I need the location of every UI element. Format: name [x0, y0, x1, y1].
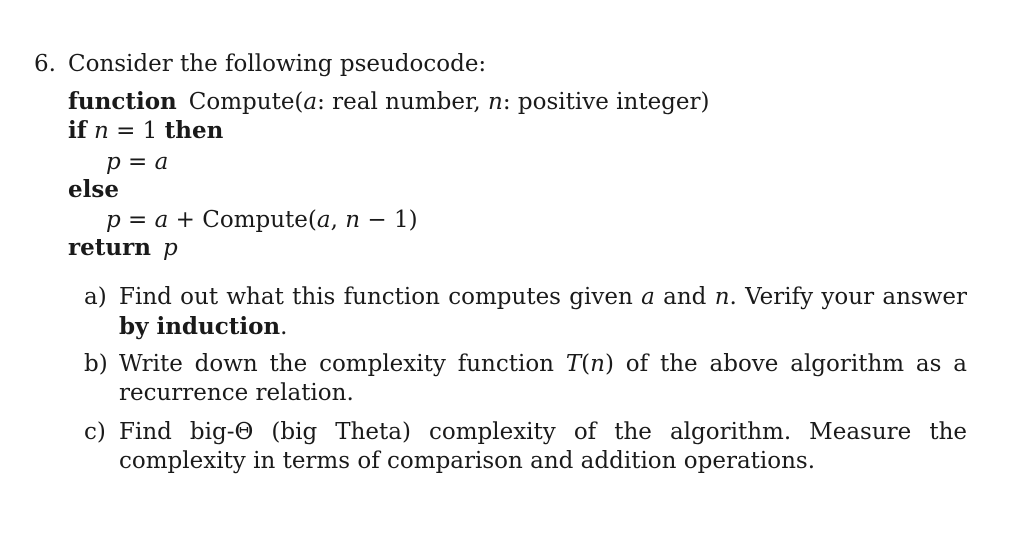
var-a: a: [154, 149, 169, 175]
assign-eq: =: [120, 149, 155, 175]
item-a-part2: and: [654, 284, 715, 310]
item-b-part1: Write down the complexity function: [119, 351, 566, 377]
item-c-text: Find big-Θ (big Theta) complexity of the algorithm. Measure the complexity in terms of comparison and addition operations.: [119, 419, 967, 474]
keyword-function: function: [68, 88, 177, 115]
code-line-else: [68, 176, 119, 204]
item-a-part1: Find out what this function computes given: [119, 284, 642, 310]
arg-a: a: [316, 207, 331, 233]
var-p: p: [106, 149, 121, 175]
param-a: a: [303, 89, 318, 115]
var-a: a: [154, 207, 169, 233]
arg-minus-one: − 1): [360, 207, 418, 233]
question-number: 6.: [34, 51, 56, 77]
function-name: Compute(: [188, 89, 304, 115]
item-a-var-n: n: [714, 284, 730, 310]
param-n: n: [488, 89, 503, 115]
code-line-if: [68, 117, 223, 145]
item-b-var-t: T: [565, 351, 582, 377]
question-intro: Consider the following pseudocode:: [68, 51, 487, 77]
item-a-text: [119, 283, 967, 342]
code-line-return: [68, 234, 178, 262]
item-b-text: [119, 350, 967, 408]
item-a-part4: .: [280, 314, 288, 340]
item-a-bold: by induction: [119, 313, 281, 340]
return-var-p: p: [162, 235, 178, 261]
param-a-type: : real number,: [317, 89, 489, 115]
keyword-if: if: [68, 117, 87, 144]
var-p: p: [106, 207, 121, 233]
keyword-return: return: [68, 234, 151, 261]
item-a-label: a): [84, 284, 107, 310]
arg-n: n: [345, 207, 361, 233]
assign-eq: =: [120, 207, 155, 233]
item-c-label: c): [84, 419, 106, 445]
item-b-var-n: n: [590, 351, 605, 377]
item-b-label: b): [84, 351, 108, 377]
param-n-type: : positive integer): [502, 89, 710, 115]
condition-n: n: [93, 118, 109, 144]
arg-comma: ,: [330, 207, 346, 233]
keyword-then: then: [164, 117, 224, 144]
item-b-part3: ) of the above algorithm as a recurrence relation.: [119, 351, 967, 406]
recursive-call: + Compute(: [168, 207, 317, 233]
condition-eq: = 1: [108, 118, 165, 144]
keyword-else: else: [68, 176, 119, 203]
item-b-part2: (: [581, 351, 591, 377]
item-a-var-a: a: [641, 284, 655, 310]
code-line-assign-recursive: [106, 206, 418, 234]
code-line-function: [68, 88, 710, 116]
code-line-assign-base: [106, 148, 168, 176]
item-a-part3: . Verify your answer: [729, 284, 968, 310]
